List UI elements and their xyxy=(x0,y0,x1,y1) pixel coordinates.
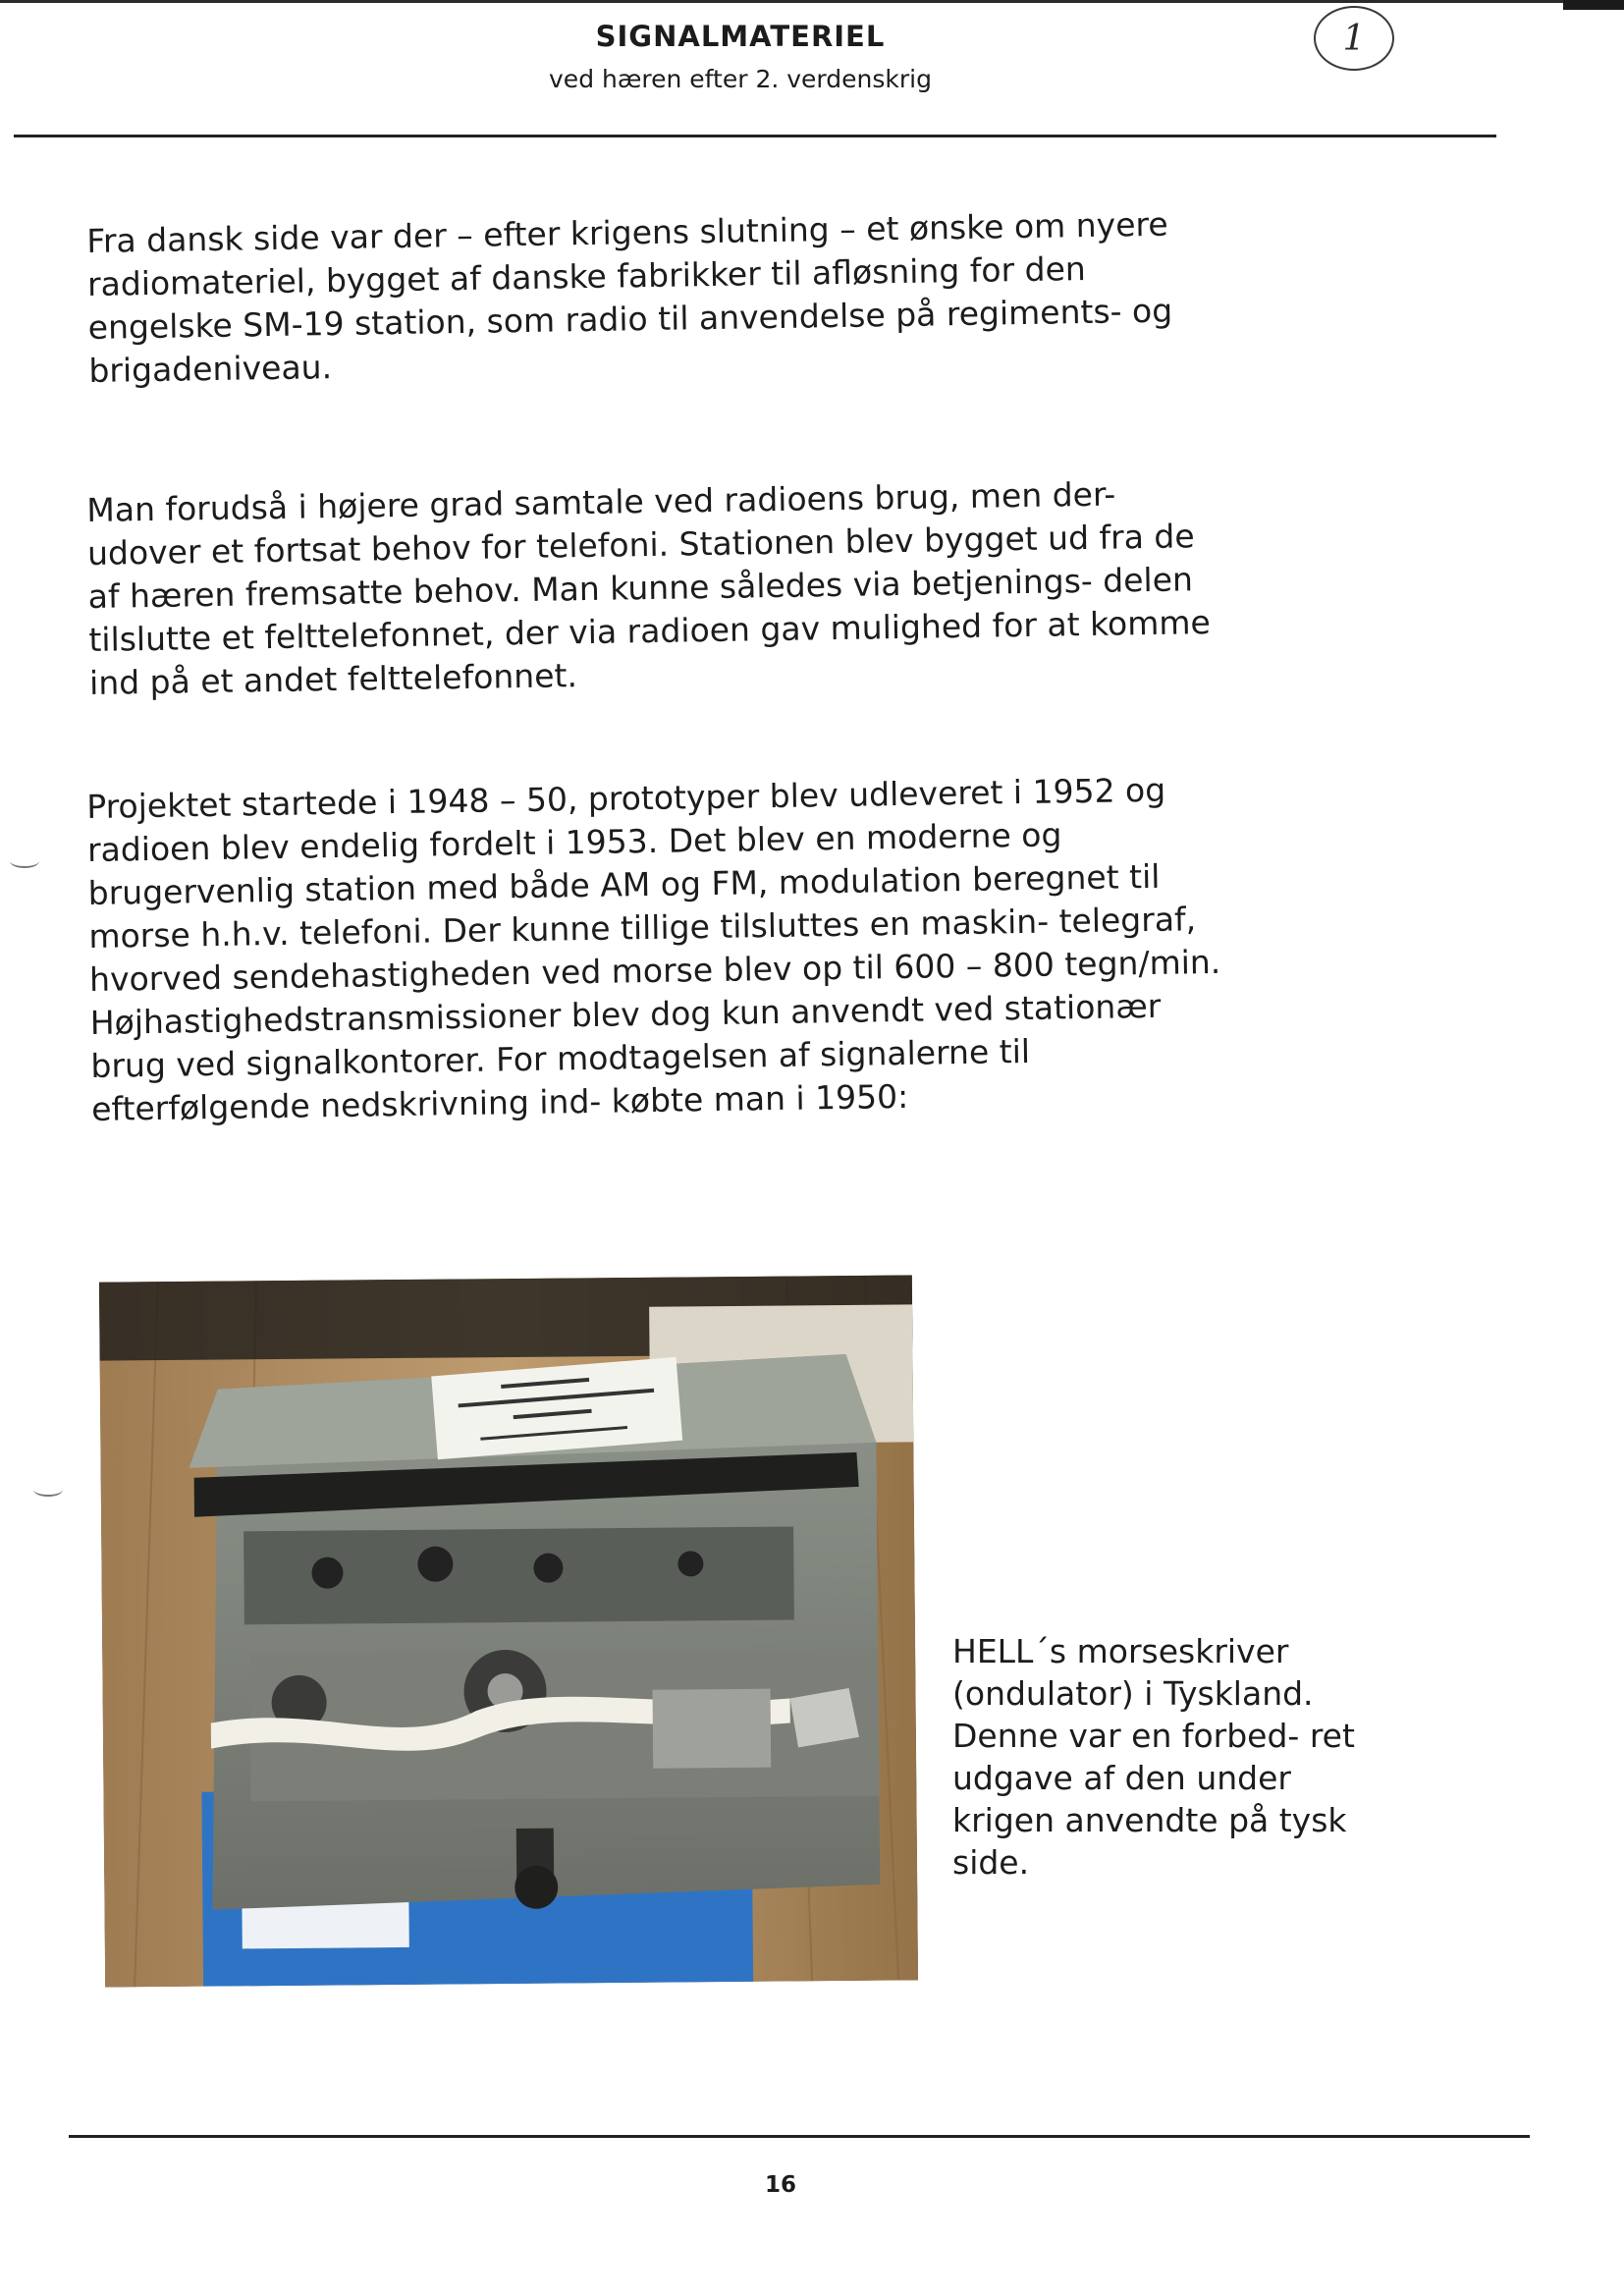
body-paragraph-3: Projektet startede i 1948 – 50, prototyper blev udleveret i 1952 og radioen blev endelig fordelt i 1953. Det blev en moderne og brugervenlig station med både AM og FM, modulation beregnet til morse h.h.v. telefoni. Der kunne tillige tilsluttes en maskin- telegraf, hvorved sendehastigheden ved morse blev op til 600 – 800 tegn/min. Højhastighedstransmissioner blev dog kun anvendt ved stationær brug ved signalkontorer. For modtagelsen af signalerne til efterfølgende nedskrivning ind- købte man i 1950: xyxy=(86,770,1221,1128)
body-paragraph-2: Man forudså i højere grad samtale ved radioens brug, men der- udover et fortsat behov for telefoni. Stationen blev bygget ud fra de af hæren fremsatte behov. Man kunne således via betjenings- delen tilslutte et felttelefonnet, der via radioen gav mulighed for at komme ind på et andet felttelefonnet. xyxy=(86,474,1212,702)
document-title: SIGNALMATERIEL xyxy=(595,20,886,53)
scan-edge-top xyxy=(0,0,1624,3)
page-number: 16 xyxy=(764,2172,796,2198)
footer-rule xyxy=(69,2135,1530,2138)
document-subtitle: ved hæren efter 2. verdenskrig xyxy=(549,65,932,93)
handwritten-page-mark: 1 xyxy=(1314,6,1394,71)
morse-writer-illustration xyxy=(99,1275,918,1987)
header-rule xyxy=(14,135,1496,137)
punch-hole-mark xyxy=(10,854,39,868)
body-paragraph-1: Fra dansk side var der – efter krigens slutning – et ønske om nyere radiomateriel, bygget af danske fabrikker til afløsning for den engelske SM-19 station, som radio til anvendelse på regiments- og brigadeniveau. xyxy=(86,204,1173,390)
morse-writer-photo xyxy=(99,1275,918,1987)
punch-hole-mark xyxy=(33,1483,63,1497)
scan-edge-right xyxy=(1563,0,1624,10)
figure-caption: HELL´s morseskriver (ondulator) i Tyskland. Denne var en forbed- ret udgave af den under krigen anvendte på tysk side. xyxy=(952,1632,1355,1882)
